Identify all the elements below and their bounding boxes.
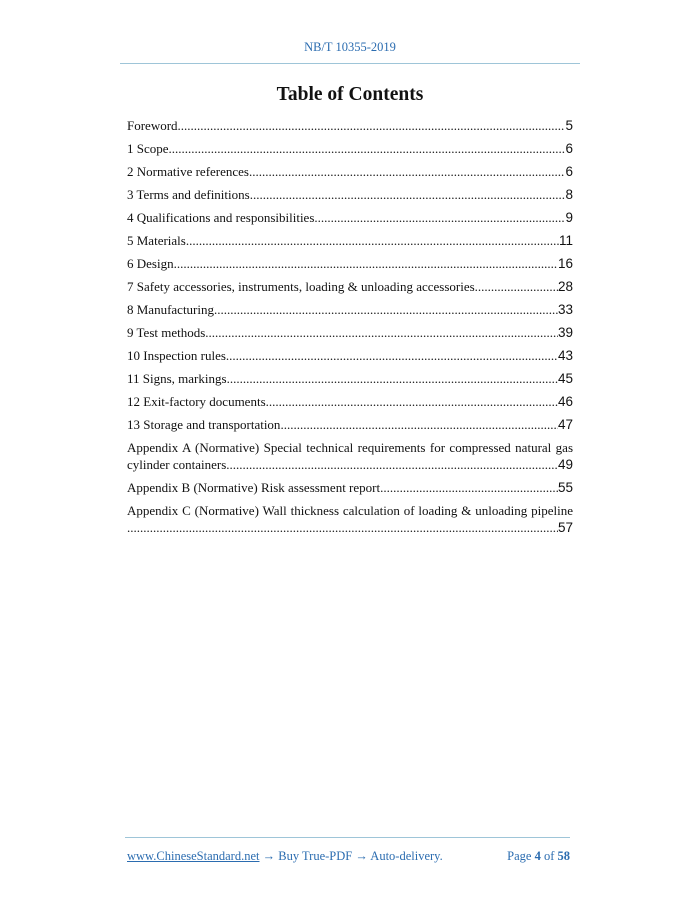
toc-entry-terms-definitions[interactable] (127, 186, 573, 203)
page-total: 58 (557, 849, 570, 863)
toc-entry-page: 47 (557, 417, 573, 432)
toc-entry-label: 12 Exit-factory documents (127, 394, 266, 409)
toc-entry-label: Foreword (127, 118, 178, 133)
toc-entry-page: 5 (565, 118, 573, 133)
toc-entry-page: 28 (557, 279, 573, 294)
toc-entry-page: 9 (565, 210, 573, 225)
toc-entry-safety-accessories[interactable] (127, 278, 573, 295)
toc-entry-label: 3 Terms and definitions (127, 187, 250, 202)
toc-entry-page: 33 (557, 302, 573, 317)
table-of-contents (127, 117, 573, 542)
toc-entry-label: 8 Manufacturing (127, 302, 215, 317)
toc-leader-dots (314, 209, 565, 226)
toc-entry-label-line1: Appendix A (Normative) Special technical requirements for compressed natural gas (127, 440, 573, 455)
toc-entry-manufacturing[interactable] (127, 301, 573, 318)
toc-leader-dots (127, 519, 558, 536)
toc-entry-appendix-c[interactable] (127, 502, 573, 536)
page-label: Page (507, 849, 532, 863)
toc-entry-normative-references[interactable] (127, 163, 573, 180)
toc-entry-page: 11 (558, 233, 573, 248)
toc-leader-dots (174, 255, 558, 272)
page-header: NB/T 10355-2019 (304, 40, 396, 54)
toc-leader-dots (186, 232, 559, 249)
toc-leader-dots (475, 278, 558, 295)
toc-entry-signs-markings[interactable] (127, 370, 573, 387)
toc-entry-label: 9 Test methods (127, 325, 206, 340)
toc-entry-label: 4 Qualifications and responsibilities (127, 210, 315, 225)
toc-leader-dots (226, 347, 558, 364)
toc-entry-storage-transportation[interactable] (127, 416, 573, 433)
site-link[interactable]: www.ChineseStandard.net (127, 849, 260, 863)
toc-leader-dots (227, 370, 558, 387)
toc-entry-appendix-a[interactable] (127, 439, 573, 473)
page-indicator (507, 849, 570, 864)
toc-leader-dots (169, 140, 566, 157)
page-current: 4 (534, 849, 541, 863)
promo-text: → Buy True-PDF → Auto-delivery. (262, 849, 443, 863)
toc-leader-dots (214, 301, 558, 318)
toc-entry-label: 13 Storage and transportation (127, 417, 281, 432)
toc-entry-design[interactable] (127, 255, 573, 272)
toc-leader-dots (249, 163, 565, 180)
toc-entry-inspection-rules[interactable] (127, 347, 573, 364)
toc-entry-page: 6 (565, 164, 573, 179)
toc-leader-dots (250, 186, 566, 203)
toc-entry-label: 11 Signs, markings (127, 371, 227, 386)
toc-entry-foreword[interactable] (127, 117, 573, 134)
toc-entry-qualifications[interactable] (127, 209, 573, 226)
toc-entry-label: Appendix B (Normative) Risk assessment report (127, 480, 381, 495)
toc-leader-dots (178, 117, 566, 134)
toc-entry-appendix-b[interactable] (127, 479, 573, 496)
toc-entry-materials[interactable] (127, 232, 573, 249)
toc-entry-label: 5 Materials (127, 233, 186, 248)
toc-entry-line2 (127, 456, 573, 473)
toc-entry-label: 10 Inspection rules (127, 348, 226, 363)
toc-entry-page: 6 (565, 141, 573, 156)
toc-entry-page: 49 (557, 457, 573, 472)
toc-entry-label: 7 Safety accessories, instruments, loading & unloading accessories (127, 279, 475, 294)
toc-leader-dots (266, 393, 558, 410)
toc-entry-page: 39 (557, 325, 573, 340)
toc-leader-dots (380, 479, 558, 496)
toc-entry-page: 43 (557, 348, 573, 363)
toc-entry-page: 16 (557, 256, 573, 271)
footer-promo (127, 849, 443, 864)
toc-entry-page: 57 (557, 520, 573, 535)
toc-leader-dots (280, 416, 558, 433)
footer-divider (125, 837, 570, 838)
toc-entry-label: 1 Scope (127, 141, 169, 156)
toc-entry-page: 45 (557, 371, 573, 386)
toc-entry-line2 (127, 519, 573, 536)
toc-entry-scope[interactable] (127, 140, 573, 157)
toc-entry-label: 2 Normative references (127, 164, 249, 179)
toc-entry-test-methods[interactable] (127, 324, 573, 341)
page-title: Table of Contents (276, 84, 424, 105)
toc-entry-page: 8 (565, 187, 573, 202)
toc-leader-dots (205, 324, 558, 341)
header-divider (120, 63, 580, 64)
toc-entry-page: 55 (557, 480, 573, 495)
toc-entry-page: 46 (557, 394, 573, 409)
toc-leader-dots (226, 456, 558, 473)
toc-entry-label: 6 Design (127, 256, 174, 271)
toc-entry-exit-factory-documents[interactable] (127, 393, 573, 410)
page-of: of (543, 849, 555, 863)
toc-entry-label-line2: cylinder containers (127, 457, 227, 472)
toc-entry-label-line1: Appendix C (Normative) Wall thickness calculation of loading & unloading pipeline (127, 503, 573, 518)
